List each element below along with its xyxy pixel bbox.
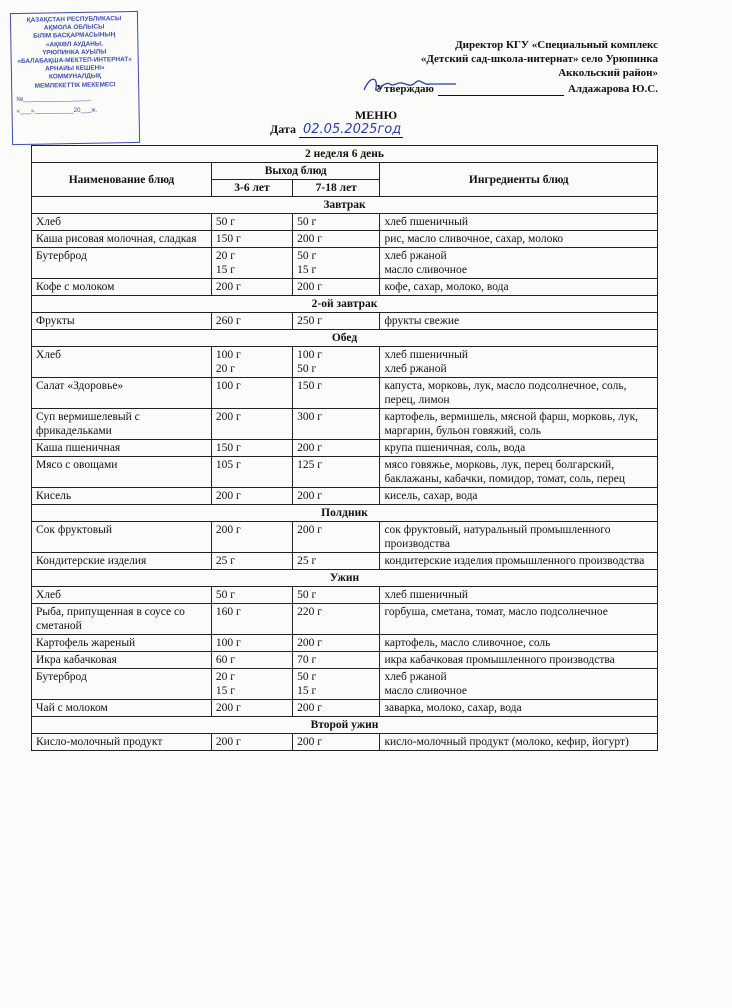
output-7-18	[293, 457, 380, 488]
section-title: Полдник	[32, 505, 658, 522]
output-7-18	[293, 553, 380, 570]
output-3-6	[211, 652, 292, 669]
output-3-6	[211, 313, 292, 330]
table-row	[32, 409, 658, 440]
dish-name: Сок фруктовый	[32, 522, 212, 553]
table-row	[32, 522, 658, 553]
header-age-3-6: 3-6 лет	[211, 180, 292, 197]
ingredients	[380, 635, 658, 652]
ingredients	[380, 248, 658, 279]
stamp-line: «АҚКӨЛ АУДАНЫ,	[45, 40, 103, 49]
ingredients	[380, 214, 658, 231]
output-7-18	[293, 652, 380, 669]
table-row	[32, 669, 658, 700]
approval-line-1: Директор КГУ «Специальный комплекс	[455, 39, 658, 51]
approval-sign-row	[298, 82, 658, 96]
ingredients-line: хлеб пшеничный	[384, 349, 468, 361]
output-3-6	[211, 231, 292, 248]
output-7-18-line: 200 г	[297, 637, 322, 649]
output-7-18-line: 50 г	[297, 216, 317, 228]
table-row	[32, 652, 658, 669]
header-row	[32, 163, 658, 180]
output-7-18-line: 15 г	[297, 685, 317, 697]
table-row	[32, 313, 658, 330]
ingredients-line: крупа пшеничная, соль, вода	[384, 442, 526, 454]
dish-name: Кисель	[32, 488, 212, 505]
section-title: Обед	[32, 330, 658, 347]
output-7-18	[293, 248, 380, 279]
table-row	[32, 587, 658, 604]
output-3-6-line: 15 г	[215, 264, 235, 276]
output-7-18-line: 50 г	[297, 363, 317, 375]
output-7-18-line: 50 г	[297, 671, 317, 683]
section-row	[32, 197, 658, 214]
output-7-18	[293, 587, 380, 604]
output-3-6-line: 150 г	[215, 233, 241, 245]
dish-name: Хлеб	[32, 214, 212, 231]
output-7-18-line: 200 г	[297, 442, 322, 454]
section-title: Второй ужин	[32, 717, 658, 734]
ingredients-line: заварка, молоко, сахар, вода	[384, 702, 522, 714]
output-7-18-line: 220 г	[297, 606, 322, 618]
output-7-18	[293, 214, 380, 231]
stamp-line: ҮРЮПИНКА АУЫЛЫ	[42, 48, 107, 57]
output-3-6-line: 20 г	[215, 363, 235, 375]
director-name: Алдажарова Ю.С.	[567, 83, 658, 95]
output-7-18-line: 200 г	[297, 281, 322, 293]
output-3-6-line: 105 г	[215, 459, 241, 471]
output-3-6	[211, 522, 292, 553]
output-7-18	[293, 669, 380, 700]
section-row	[32, 505, 658, 522]
ingredients-line: масло сливочное	[384, 685, 467, 697]
output-3-6	[211, 214, 292, 231]
ingredients-line: горбуша, сметана, томат, масло подсолнечное	[384, 606, 608, 618]
dish-name: Чай с молоком	[32, 700, 212, 717]
output-7-18-line: 200 г	[297, 736, 322, 748]
output-3-6-line: 60 г	[215, 654, 235, 666]
ingredients-line: сок фруктовый, натуральный промышленного производства	[384, 524, 611, 550]
dish-name: Каша пшеничная	[32, 440, 212, 457]
output-3-6	[211, 440, 292, 457]
dish-name: Хлеб	[32, 587, 212, 604]
output-3-6	[211, 604, 292, 635]
signature-icon	[360, 74, 460, 98]
table-row	[32, 214, 658, 231]
section-row	[32, 570, 658, 587]
table-row	[32, 231, 658, 248]
output-7-18	[293, 409, 380, 440]
output-7-18	[293, 378, 380, 409]
ingredients	[380, 553, 658, 570]
ingredients	[380, 231, 658, 248]
output-7-18	[293, 313, 380, 330]
table-row	[32, 734, 658, 751]
output-7-18	[293, 347, 380, 378]
dish-name: Икра кабачковая	[32, 652, 212, 669]
table-row	[32, 488, 658, 505]
date-value: 02.05.2025год	[299, 122, 403, 138]
ingredients-line: хлеб пшеничный	[384, 216, 468, 228]
output-3-6	[211, 587, 292, 604]
ingredients-line: хлеб пшеничный	[384, 589, 468, 601]
stamp-lines	[13, 15, 136, 91]
section-title: 2-ой завтрак	[32, 296, 658, 313]
section-row	[32, 296, 658, 313]
ingredients-line: фрукты свежие	[384, 315, 460, 327]
output-3-6	[211, 553, 292, 570]
week-day: 2 неделя 6 день	[32, 146, 658, 163]
ingredients-line: кисель, сахар, вода	[384, 490, 478, 502]
output-7-18-line: 15 г	[297, 264, 317, 276]
output-3-6-line: 100 г	[215, 637, 241, 649]
table-row	[32, 700, 658, 717]
ingredients-line: мясо говяжье, морковь, лук, перец болгарский, баклажаны, кабачки, помидор, томат, соль, перец	[384, 459, 626, 485]
approve-label: Утверждаю	[376, 83, 434, 95]
ingredients	[380, 279, 658, 296]
dish-name: Хлеб	[32, 347, 212, 378]
table-row	[32, 440, 658, 457]
ingredients	[380, 409, 658, 440]
output-7-18-line: 70 г	[297, 654, 317, 666]
output-3-6-line: 200 г	[215, 281, 241, 293]
output-3-6	[211, 457, 292, 488]
ingredients-line: кисло-молочный продукт (молоко, кефир, йогурт)	[384, 736, 629, 748]
ingredients	[380, 313, 658, 330]
dish-name: Бутерброд	[32, 669, 212, 700]
output-7-18-line: 125 г	[297, 459, 322, 471]
output-7-18-line: 300 г	[297, 411, 322, 423]
output-3-6-line: 150 г	[215, 442, 241, 454]
section-title: Ужин	[32, 570, 658, 587]
dish-name: Каша рисовая молочная, сладкая	[32, 231, 212, 248]
output-3-6-line: 200 г	[215, 524, 241, 536]
ingredients-line: кофе, сахар, молоко, вода	[384, 281, 509, 293]
dish-name: Фрукты	[32, 313, 212, 330]
output-3-6-line: 100 г	[215, 380, 241, 392]
ingredients	[380, 587, 658, 604]
header-ingredients: Ингредиенты блюд	[380, 163, 658, 197]
output-3-6-line: 20 г	[215, 671, 235, 683]
output-7-18-line: 200 г	[297, 524, 322, 536]
ingredients	[380, 669, 658, 700]
stamp-line: АРНАЙЫ КЕШЕНІ»	[45, 64, 105, 73]
output-7-18-line: 200 г	[297, 233, 322, 245]
section-row	[32, 330, 658, 347]
ingredients	[380, 440, 658, 457]
ingredients	[380, 347, 658, 378]
table-row	[32, 248, 658, 279]
ingredients-line: рис, масло сливочное, сахар, молоко	[384, 233, 564, 245]
output-3-6	[211, 378, 292, 409]
stamp-number-line: №___________________	[16, 94, 91, 103]
approval-line-3: Аккольский район»	[558, 67, 658, 79]
table-row	[32, 553, 658, 570]
output-3-6	[211, 488, 292, 505]
ingredients	[380, 700, 658, 717]
ingredients-line: икра кабачковая промышленного производства	[384, 654, 615, 666]
output-3-6-line: 20 г	[215, 250, 235, 262]
output-3-6	[211, 635, 292, 652]
table-row	[32, 457, 658, 488]
output-7-18	[293, 734, 380, 751]
week-day-row	[32, 146, 658, 163]
output-3-6	[211, 700, 292, 717]
ingredients	[380, 378, 658, 409]
output-7-18-line: 200 г	[297, 702, 322, 714]
output-3-6	[211, 279, 292, 296]
stamp-line: «БАЛАБАҚША-МЕКТЕП-ИНТЕРНАТ»	[17, 56, 132, 66]
output-3-6-line: 200 г	[215, 411, 241, 423]
output-3-6-line: 200 г	[215, 736, 241, 748]
page-title: МЕНЮ	[354, 108, 398, 122]
output-7-18	[293, 488, 380, 505]
header-age-7-18: 7-18 лет	[293, 180, 380, 197]
output-3-6	[211, 669, 292, 700]
ingredients	[380, 457, 658, 488]
table-row	[32, 378, 658, 409]
ingredients-line: кондитерские изделия промышленного производства	[384, 555, 645, 567]
table-row	[32, 347, 658, 378]
stamp-line: АҚМОЛА ОБЛЫСЫ	[43, 23, 105, 32]
output-7-18	[293, 279, 380, 296]
output-3-6-line: 50 г	[215, 216, 235, 228]
menu-table	[31, 145, 658, 751]
output-3-6-line: 260 г	[215, 315, 241, 327]
section-row	[32, 717, 658, 734]
output-7-18	[293, 440, 380, 457]
dish-name: Бутерброд	[32, 248, 212, 279]
menu-body	[32, 197, 658, 751]
output-3-6	[211, 409, 292, 440]
output-7-18-line: 200 г	[297, 490, 322, 502]
output-3-6-line: 15 г	[215, 685, 235, 697]
output-3-6-line: 200 г	[215, 490, 241, 502]
output-3-6	[211, 347, 292, 378]
output-3-6-line: 25 г	[215, 555, 235, 567]
ingredients	[380, 522, 658, 553]
output-3-6	[211, 248, 292, 279]
approval-line-2: «Детский сад-школа-интернат» село Урюпинка	[420, 53, 658, 65]
table-row	[32, 279, 658, 296]
output-7-18	[293, 604, 380, 635]
ingredients-line: картофель, вермишель, мясной фарш, морковь, лук, маргарин, бульон говяжий, соль	[384, 411, 639, 437]
ingredients-line: капуста, морковь, лук, масло подсолнечное, соль, перец, лимон	[384, 380, 627, 406]
ingredients-line: картофель, масло сливочное, соль	[384, 637, 551, 649]
header-output: Выход блюд	[211, 163, 380, 180]
stamp-line: МЕМЛЕКЕТТІК МЕКЕМЕСІ	[34, 80, 116, 90]
dish-name: Суп вермишелевый с фрикадельками	[32, 409, 212, 440]
dish-name: Рыба, припущенная в соусе со сметаной	[32, 604, 212, 635]
output-7-18	[293, 635, 380, 652]
stamp-line: ҚАЗАҚСТАН РЕСПУБЛИКАСЫ	[26, 15, 122, 24]
output-7-18-line: 50 г	[297, 589, 317, 601]
dish-name: Кисло-молочный продукт	[32, 734, 212, 751]
dish-name: Кофе с молоком	[32, 279, 212, 296]
ingredients-line: масло сливочное	[384, 264, 467, 276]
ingredients-line: хлеб ржаной	[384, 671, 447, 683]
output-3-6	[211, 734, 292, 751]
output-7-18-line: 50 г	[297, 250, 317, 262]
ingredients	[380, 604, 658, 635]
output-7-18	[293, 522, 380, 553]
output-3-6-line: 200 г	[215, 702, 241, 714]
stamp-line: КОММУНАЛДЫҚ	[48, 72, 102, 81]
output-7-18-line: 25 г	[297, 555, 317, 567]
ingredients-line: хлеб ржаной	[384, 363, 447, 375]
section-title: Завтрак	[32, 197, 658, 214]
date-label: Дата	[270, 122, 296, 136]
approval-block	[298, 38, 658, 96]
output-7-18-line: 250 г	[297, 315, 322, 327]
dish-name: Кондитерские изделия	[32, 553, 212, 570]
ingredients	[380, 488, 658, 505]
ingredients	[380, 652, 658, 669]
header-dish: Наименование блюд	[32, 163, 212, 197]
output-7-18-line: 100 г	[297, 349, 322, 361]
stamp-date-line: «___»___________20___ж.	[16, 106, 98, 116]
date-line	[270, 122, 403, 138]
dish-name: Салат «Здоровье»	[32, 378, 212, 409]
ingredients	[380, 734, 658, 751]
dish-name: Картофель жареный	[32, 635, 212, 652]
output-3-6-line: 100 г	[215, 349, 241, 361]
dish-name: Мясо с овощами	[32, 457, 212, 488]
stamp-line: БІЛІМ БАСҚАРМАСЫНЫҢ	[33, 31, 116, 41]
ingredients-line: хлеб ржаной	[384, 250, 447, 262]
official-stamp	[10, 11, 140, 145]
output-7-18	[293, 700, 380, 717]
output-7-18	[293, 231, 380, 248]
table-row	[32, 604, 658, 635]
table-row	[32, 635, 658, 652]
output-3-6-line: 50 г	[215, 589, 235, 601]
output-3-6-line: 160 г	[215, 606, 241, 618]
output-7-18-line: 150 г	[297, 380, 322, 392]
